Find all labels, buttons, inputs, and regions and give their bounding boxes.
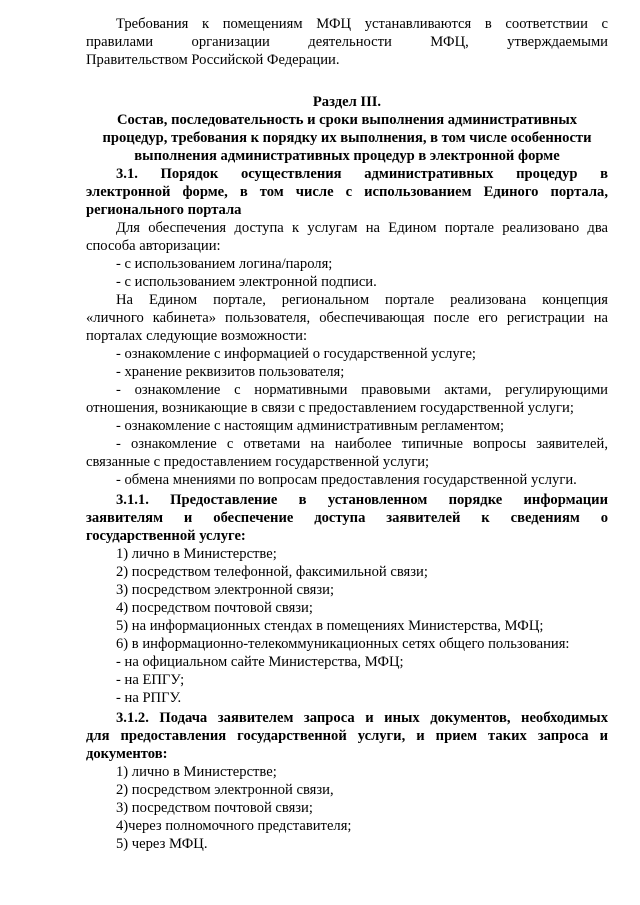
intro-line-1: Требования к помещениям МФЦ устанавливаются в соответствии с — [116, 16, 608, 32]
s31-heading-line-1: 3.1. Порядок осуществления административных процедур в — [116, 166, 608, 182]
section-label: Раздел III. — [312, 94, 382, 110]
auth-line-2: способа авторизации: — [86, 238, 221, 254]
s311-item: 1) лично в Министерстве; — [116, 546, 277, 562]
s311-item: 6) в информационно-телекоммуникационных сетях общего пользования: — [116, 636, 570, 652]
s31-heading-line-2: электронной форме, в том числе с использованием Единого портала, — [86, 184, 608, 200]
cabinet-item-cont: отношения, возникающие в связи с предоставлением государственной услуги; — [86, 400, 574, 416]
cabinet-item-cont: связанные с предоставлением государственной услуги; — [86, 454, 430, 470]
cabinet-item: - хранение реквизитов пользователя; — [116, 364, 345, 380]
section-title-line-2: процедур, требования к порядку их выполнения, в том числе особенности — [102, 130, 592, 146]
s312-heading-line-1: 3.1.2. Подача заявителем запроса и иных документов, необходимых — [116, 710, 608, 726]
cabinet-item: - ознакомление с ответами на наиболее типичные вопросы заявителей, — [116, 436, 608, 452]
s311-item: 2) посредством телефонной, факсимильной связи; — [116, 564, 428, 580]
auth-item: - с использованием логина/пароля; — [116, 256, 333, 272]
cabinet-item: - ознакомление с нормативными правовыми актами, регулирующими — [116, 382, 608, 398]
intro-line-2: правилами организации деятельности МФЦ, утверждаемыми — [86, 34, 608, 50]
cabinet-line-2: «личного кабинета» пользователя, обеспечивающая после его регистрации на — [86, 310, 608, 326]
s311-item: 4) посредством почтовой связи; — [116, 600, 313, 616]
s312-item: 1) лично в Министерстве; — [116, 764, 277, 780]
s312-item: 4)через полномочного представителя; — [116, 818, 352, 834]
s311-item: 3) посредством электронной связи; — [116, 582, 335, 598]
s311-item: 5) на информационных стендах в помещениях Министерства, МФЦ; — [116, 618, 544, 634]
section-title-line-1: Состав, последовательность и сроки выполнения административных — [116, 112, 578, 128]
s311-item: - на официальном сайте Министерства, МФЦ; — [116, 654, 404, 670]
cabinet-item: - ознакомление с информацией о государственной услуге; — [116, 346, 476, 362]
s311-item: - на ЕПГУ; — [116, 672, 185, 688]
section-title-line-3: выполнения административных процедур в электронной форме — [134, 148, 560, 164]
s311-heading-line-2: заявителям и обеспечение доступа заявителей к сведениям о — [86, 510, 608, 526]
auth-line-1: Для обеспечения доступа к услугам на Едином портале реализовано два — [116, 220, 608, 236]
s312-item: 2) посредством электронной связи, — [116, 782, 334, 798]
cabinet-line-1: На Едином портале, региональном портале реализована концепция — [116, 292, 608, 308]
auth-item: - с использованием электронной подписи. — [116, 274, 377, 290]
s312-heading-line-2: для предоставления государственной услуги, и прием таких запроса и — [86, 728, 608, 744]
s311-heading-line-1 — [86, 491, 608, 509]
s312-heading-line-3: документов: — [86, 746, 168, 762]
s312-item: 3) посредством почтовой связи; — [116, 800, 313, 816]
s311-heading-text: 3.1.1. Предоставление в установленном порядке информации — [116, 492, 608, 508]
cabinet-line-3: порталах следующие возможности: — [86, 328, 308, 344]
cabinet-item: - ознакомление с настоящим административным регламентом; — [116, 418, 505, 434]
s31-heading-line-3: регионального портала — [86, 202, 242, 218]
intro-line-3: Правительством Российской Федерации. — [86, 52, 340, 68]
s311-item: - на РПГУ. — [116, 690, 182, 706]
s311-heading-line-3: государственной услуге: — [86, 528, 246, 544]
s312-item: 5) через МФЦ. — [116, 836, 208, 852]
cabinet-item: - обмена мнениями по вопросам предоставления государственной услуги. — [116, 472, 577, 488]
